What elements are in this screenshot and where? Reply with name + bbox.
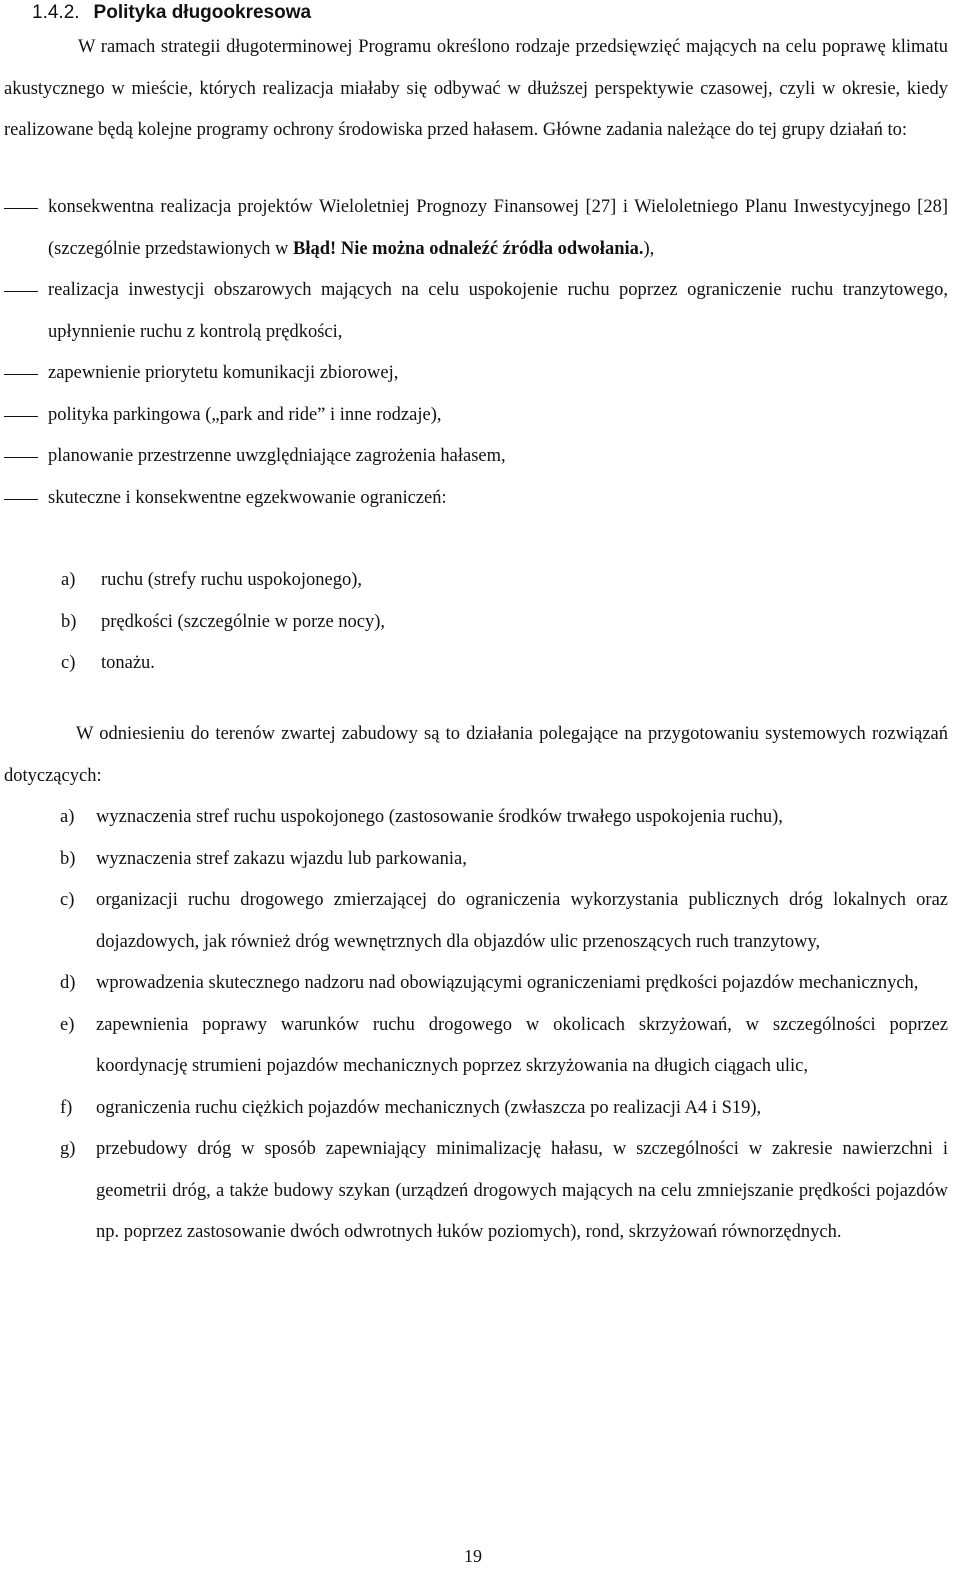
item-marker: c) — [61, 653, 76, 673]
item-marker: b) — [60, 848, 76, 869]
list-item-text: przebudowy dróg w sposób zapewniający minimalizację hałasu, w szczególności w zakresie nawierzchni i geometrii dróg, a także budowy szykan (urządzeń drogowych mających na celu zmniejszanie prędkości pojazdów np. poprzez zastosowanie dwóch odwrotnych łuków poziomych), rond, skrzyżowań równorzędnych. — [96, 1139, 948, 1242]
list-item — [60, 797, 948, 839]
list-item-text: polityka parkingowa („park and ride” i inne rodzaje), — [48, 404, 442, 425]
intro-paragraph: W ramach strategii długoterminowej Programu określono rodzaje przedsięwzięć mających na celu poprawę klimatu akustycznego w mieście, których realizacja miałaby się odbywać w dłuższej perspektywie czasowej, czyli w okresie, kiedy realizowane będą kolejne programy ochrony środowiska przed hałasem. Główne zadania należące do tej grupy działań to: — [4, 37, 948, 140]
list-item-text: wyznaczenia stref ruchu uspokojonego (zastosowanie środków trwałego uspokojenia ruchu), — [96, 807, 783, 827]
reference-error: Błąd! Nie można odnaleźć źródła odwołania. — [293, 238, 644, 259]
item-marker: a) — [61, 570, 76, 590]
list-item — [4, 270, 948, 353]
systemic-solutions-list — [60, 797, 948, 1254]
list-item — [60, 1129, 948, 1254]
section-title: Polityka długookresowa — [93, 2, 312, 23]
list-item — [4, 478, 948, 520]
second-paragraph: W odniesieniu do terenów zwartej zabudowy są to działania polegające na przygotowaniu systemowych rozwiązań dotyczących: — [4, 724, 948, 786]
list-item — [60, 1088, 948, 1130]
dash-bullet — [4, 291, 38, 292]
item-marker: e) — [60, 1014, 75, 1035]
sublist-item — [61, 560, 385, 602]
item-marker: b) — [61, 611, 77, 632]
list-item — [60, 880, 948, 963]
list-item-text: wyznaczenia stref zakazu wjazdu lub parkowania, — [96, 848, 467, 869]
dash-bullet — [4, 416, 38, 417]
list-item — [60, 963, 948, 1005]
dash-bullet — [4, 457, 38, 458]
list-item-text: konsekwentna realizacja projektów Wieloletniej Prognozy Finansowej [27] i Wieloletniego Planu Inwestycyjnego [28] (szczególnie przedstawionych w — [48, 197, 948, 259]
sublist-item-text: ruchu (strefy ruchu uspokojonego), — [101, 570, 362, 590]
page-number: 19 — [464, 1546, 482, 1566]
list-item-text: zapewnienia poprawy warunków ruchu drogowego w okolicach skrzyżowań, w szczególności poprzez koordynację strumieni pojazdów mechanicznych poprzez skrzyżowania na długich ciągach ulic, — [96, 1014, 948, 1076]
sublist-item — [61, 643, 385, 685]
list-item-text: ograniczenia ruchu ciężkich pojazdów mechanicznych (zwłaszcza po realizacji A4 i S19), — [96, 1097, 762, 1118]
dash-bullet — [4, 208, 38, 209]
list-item — [4, 353, 948, 395]
list-item — [4, 395, 948, 437]
list-item-text: wprowadzenia skutecznego nadzoru nad obowiązującymi ograniczeniami prędkości pojazdów mechanicznych, — [96, 973, 919, 993]
section-number: 1.4.2. — [32, 2, 80, 23]
item-marker: c) — [60, 890, 75, 910]
list-item-text: realizacja inwestycji obszarowych mających na celu uspokojenie ruchu poprzez ograniczenie ruchu tranzytowego, upłynnienie ruchu z kontrolą prędkości, — [48, 280, 948, 342]
list-item-text: zapewnienie priorytetu komunikacji zbiorowej, — [48, 363, 399, 383]
enforcement-sublist — [61, 560, 385, 685]
sublist-item-text: tonażu. — [101, 653, 155, 673]
item-marker: g) — [60, 1139, 76, 1159]
item-marker: f) — [60, 1097, 73, 1118]
list-item — [60, 1005, 948, 1088]
main-task-list — [4, 187, 948, 519]
list-item-text: skuteczne i konsekwentne egzekwowanie ograniczeń: — [48, 487, 447, 508]
list-item-tail: ), — [643, 238, 655, 259]
item-marker: a) — [60, 807, 75, 827]
list-item — [60, 839, 948, 881]
list-item — [4, 187, 948, 270]
sublist-item-text: prędkości (szczególnie w porze nocy), — [101, 611, 386, 632]
dash-bullet — [4, 374, 38, 375]
list-item — [4, 436, 948, 478]
item-marker: d) — [60, 973, 76, 993]
dash-bullet — [4, 499, 38, 500]
list-item-text: planowanie przestrzenne uwzględniające zagrożenia hałasem, — [48, 446, 506, 466]
list-item-text: organizacji ruchu drogowego zmierzającej do ograniczenia wykorzystania publicznych dróg lokalnych oraz dojazdowych, jak również dróg wewnętrznych dla objazdów ulic przenoszących ruch tranzytowy, — [96, 890, 948, 952]
sublist-item — [61, 602, 385, 644]
